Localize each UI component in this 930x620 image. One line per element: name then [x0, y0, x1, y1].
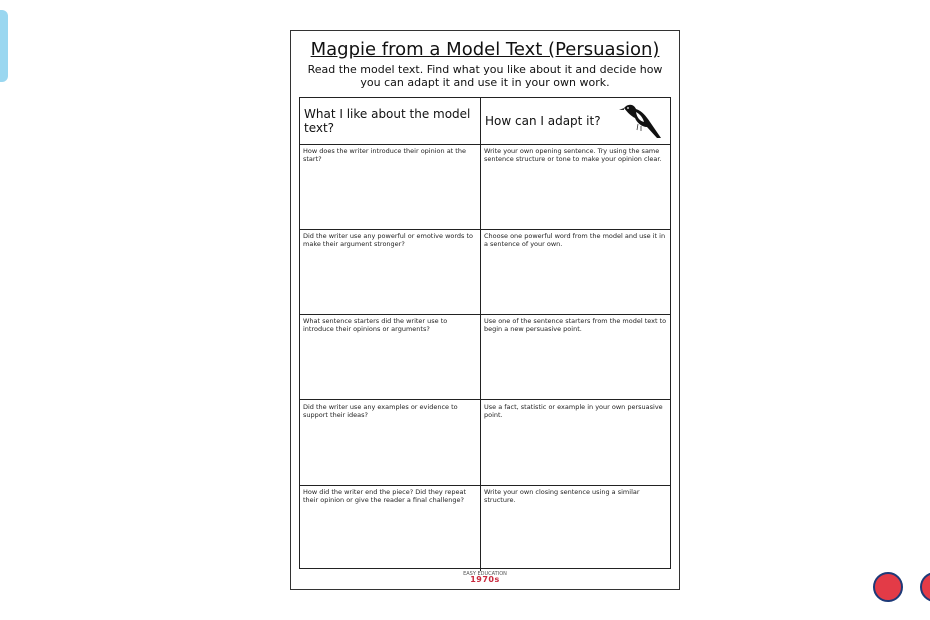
prompt-what-i-like[interactable]: What sentence starters did the writer use to introduce their opinions or arguments?: [300, 314, 481, 399]
prompt-how-adapt[interactable]: Use a fact, statistic or example in your own persuasive point.: [484, 402, 663, 419]
footer-mark: 1970s: [470, 575, 500, 584]
worksheet-intro: Read the model text. Find what you like about it and decide how you can adapt it and use it in your own work.: [307, 63, 663, 89]
nav-prev-button[interactable]: [873, 572, 903, 602]
prompt-what-i-like[interactable]: Did the writer use any powerful or emotive words to make their argument stronger?: [300, 229, 481, 314]
prompt-how-adapt[interactable]: Write your own closing sentence using a similar structure.: [484, 487, 640, 504]
decorative-accent-bar: [0, 10, 8, 82]
prompt-what-i-like[interactable]: How does the writer introduce their opinion at the start?: [300, 144, 481, 229]
prompt-how-adapt[interactable]: Use one of the sentence starters from the model text to begin a new persuasive point.: [484, 317, 667, 334]
table-row: [300, 144, 670, 230]
footer-brand: EASY EDUCATION: [463, 571, 507, 577]
worksheet-title: Magpie from a Model Text (Persuasion): [310, 39, 660, 60]
header-how-adapt: [481, 98, 670, 144]
table-row: [300, 229, 670, 315]
table-header-row: [300, 98, 670, 145]
header-what-i-like: What I like about the model text?: [300, 98, 481, 144]
prompt-what-i-like[interactable]: Did the writer use any examples or evidence to support their ideas?: [300, 400, 481, 485]
header-how-adapt-label: How can I adapt it?: [485, 114, 601, 128]
table-row: [300, 314, 670, 400]
worksheet-page: [290, 30, 680, 590]
magpie-table: [299, 97, 671, 569]
table-row: [300, 485, 670, 571]
table-row: [300, 400, 670, 486]
prompt-how-adapt[interactable]: Choose one powerful word from the model and use it in a sentence of your own.: [484, 232, 666, 249]
nav-next-button[interactable]: [920, 572, 930, 602]
prompt-how-adapt[interactable]: Write your own opening sentence. Try using the same sentence structure or tone to make your opinion clear.: [484, 147, 662, 163]
prompt-what-i-like[interactable]: How did the writer end the piece? Did they repeat their opinion or give the reader a final challenge?: [300, 485, 481, 571]
magpie-bird-icon: [616, 100, 662, 140]
footer-logo: [291, 571, 679, 583]
